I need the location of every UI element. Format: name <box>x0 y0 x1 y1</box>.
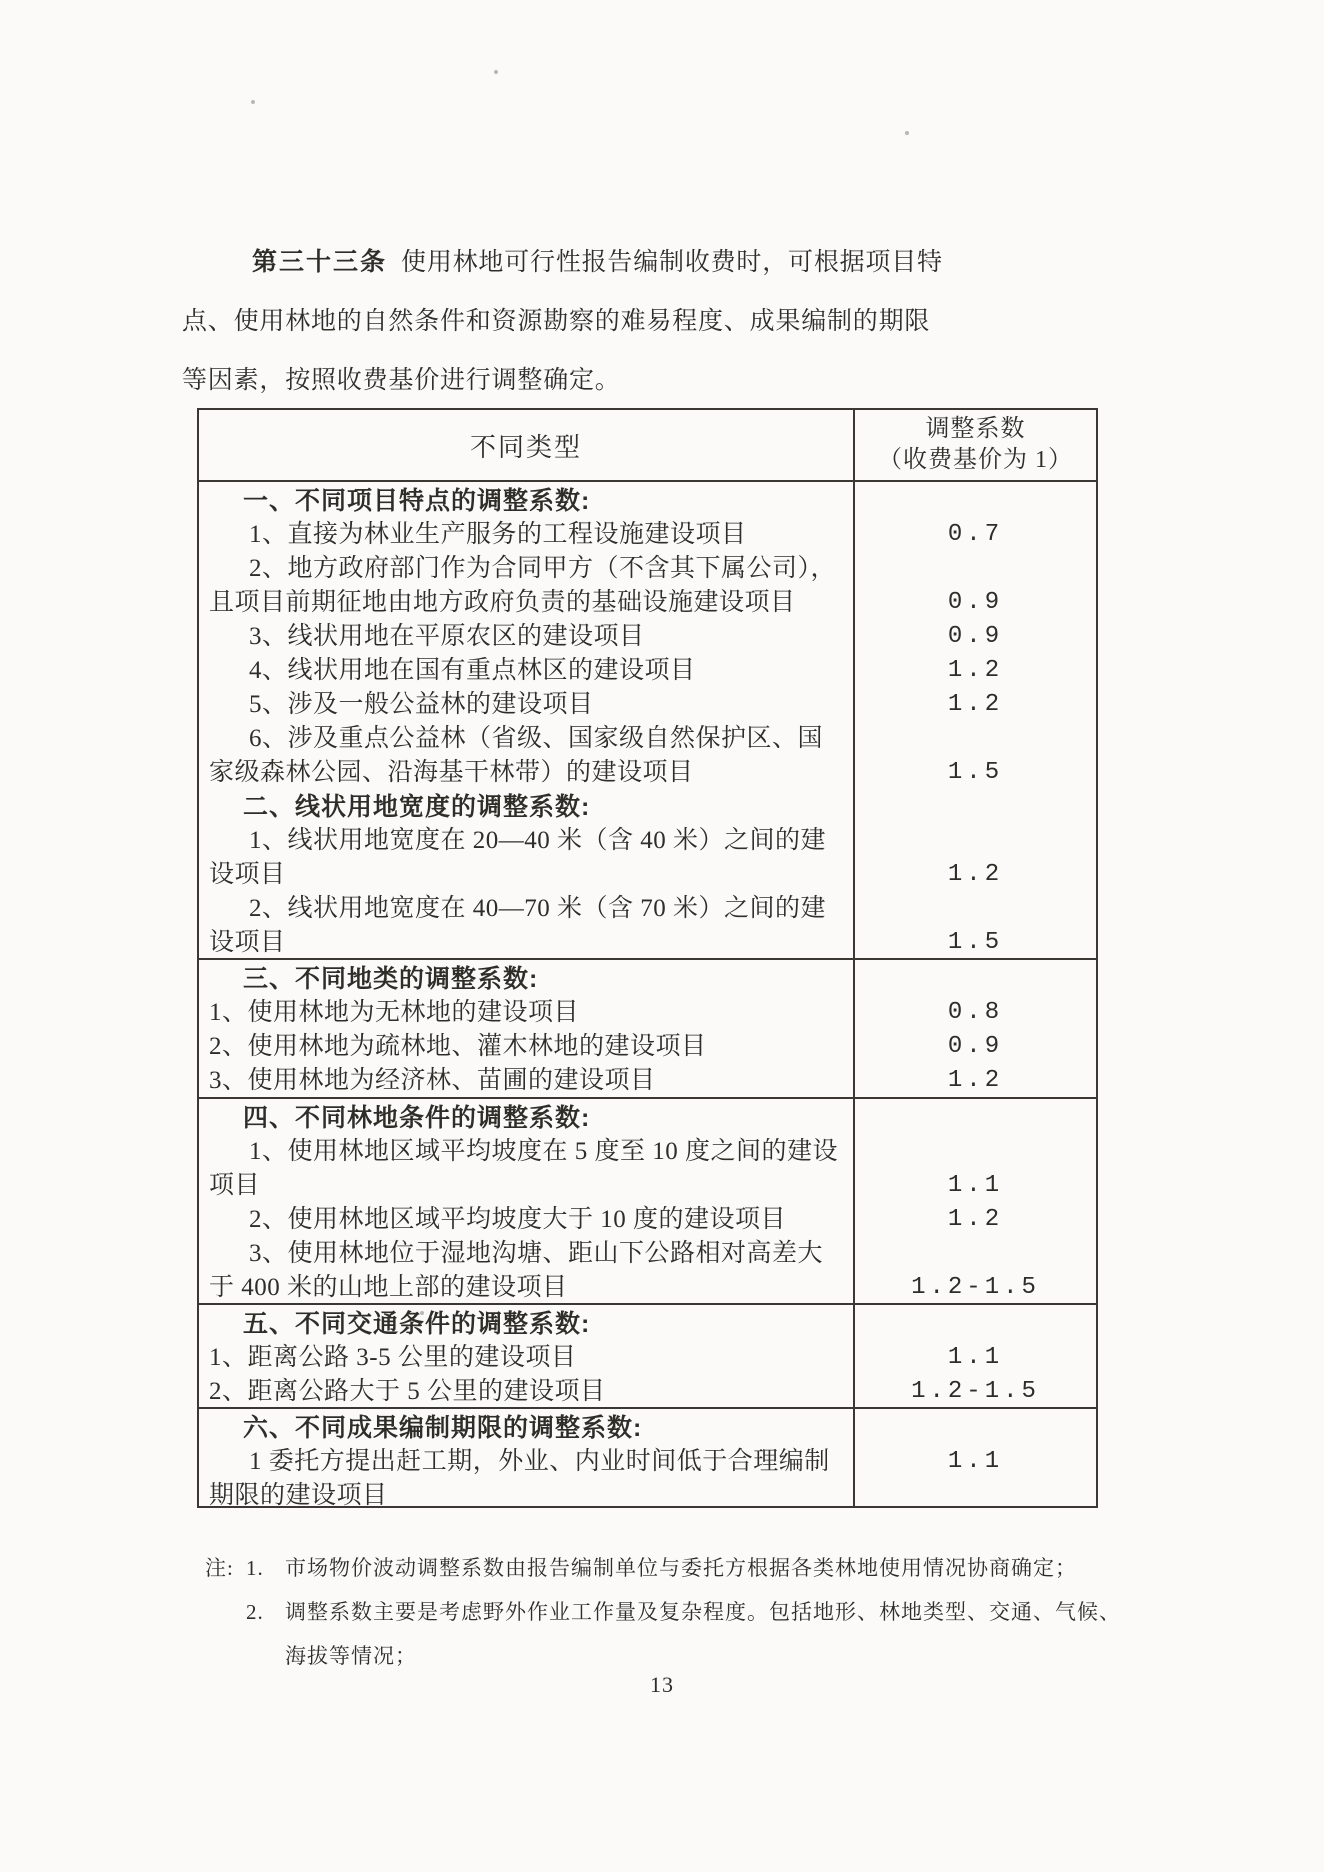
paragraph-line-1 <box>182 233 943 292</box>
coefficient-value <box>855 1101 1096 1135</box>
note-item-2 <box>246 1590 1121 1678</box>
table-section-forest-condition <box>199 1097 1096 1303</box>
type-cell <box>199 1305 853 1407</box>
paragraph-line-2: 点、使用林地的自然条件和资源勘察的难易程度、成果编制的期限 <box>182 308 931 335</box>
coefficient-value <box>855 722 1096 756</box>
paragraph-line-3: 等因素，按照收费基价进行调整确定。 <box>182 367 621 394</box>
table-section-projects-and-width <box>199 482 1096 958</box>
coefficient-value <box>855 962 1096 996</box>
coefficient-header-line-2: （收费基价为 1） <box>878 447 1073 473</box>
table-line: 1、距离公路 3-5 公里的建设项目 <box>209 1344 577 1371</box>
type-cell <box>199 1409 853 1506</box>
table-line: 3、使用林地位于湿地沟塘、距山下公路相对高差大 <box>249 1240 824 1267</box>
table-line: 2、距离公路大于 5 公里的建设项目 <box>209 1378 606 1405</box>
coefficient-header-line-1: 调整系数 <box>925 416 1026 442</box>
coefficient-value <box>855 1237 1096 1271</box>
coefficient-value <box>855 1479 1096 1506</box>
article-number: 第三十三条 <box>252 248 388 276</box>
coefficient-value: 1.2 <box>947 657 1004 684</box>
note-text: 调整系数主要是考虑野外作业工作量及复杂程度。包括地形、林地类型、交通、气候、 <box>285 1600 1121 1624</box>
table-line: 4、线状用地在国有重点林区的建设项目 <box>249 657 696 684</box>
page-number: 13 <box>650 1672 674 1697</box>
table-line: 3、线状用地在平原农区的建设项目 <box>249 623 645 650</box>
scan-speck <box>251 100 255 104</box>
table-line: 1、使用林地为无林地的建设项目 <box>209 999 580 1026</box>
coefficient-value: 0.9 <box>947 1033 1004 1060</box>
note-text: 海拔等情况； <box>285 1644 417 1668</box>
note-text: 市场物价波动调整系数由报告编制单位与委托方根据各类林地使用情况协商确定； <box>285 1556 1077 1580</box>
scan-speck <box>494 70 498 74</box>
coefficient-cell <box>853 482 1096 958</box>
section-heading: 一、不同项目特点的调整系数: <box>243 487 591 515</box>
coefficient-value: 1.5 <box>947 759 1004 786</box>
table-line: 2、使用林地区域平均坡度大于 10 度的建设项目 <box>249 1206 787 1233</box>
section-heading: 四、不同林地条件的调整系数: <box>243 1104 591 1132</box>
table-line: 1、线状用地宽度在 20—40 米（含 40 米）之间的建 <box>249 827 827 854</box>
coefficient-value: 1.2 <box>947 1206 1004 1233</box>
note-marker: 2. <box>246 1600 264 1624</box>
type-cell <box>199 960 853 1097</box>
coefficient-value <box>855 1307 1096 1341</box>
coefficient-value: 1.2-1.5 <box>911 1274 1040 1301</box>
coefficient-value: 1.2 <box>947 691 1004 718</box>
table-line: 5、涉及一般公益林的建设项目 <box>249 691 594 718</box>
scan-speck <box>905 131 909 135</box>
table-line: 项目 <box>209 1172 261 1199</box>
table-line: 6、涉及重点公益林（省级、国家级自然保护区、国 <box>249 725 824 752</box>
table-line: 2、线状用地宽度在 40—70 米（含 70 米）之间的建 <box>249 895 827 922</box>
adjustment-coefficient-table <box>197 408 1098 1508</box>
coefficient-value: 0.8 <box>947 999 1004 1026</box>
table-line: 设项目 <box>209 861 286 888</box>
coefficient-value: 1.2-1.5 <box>911 1378 1040 1405</box>
coefficient-value: 1.5 <box>947 929 1004 956</box>
coefficient-value: 1.1 <box>947 1344 1004 1371</box>
type-cell <box>199 482 853 958</box>
note-item-1 <box>246 1546 1121 1590</box>
coefficient-value <box>855 790 1096 824</box>
table-line: 1 委托方提出赶工期，外业、内业时间低于合理编制 <box>249 1448 830 1475</box>
table-line: 家级森林公园、沿海基干林带）的建设项目 <box>209 759 694 786</box>
coefficient-value <box>855 1411 1096 1445</box>
section-heading: 二、线状用地宽度的调整系数: <box>243 793 591 821</box>
coefficient-value: 1.1 <box>947 1448 1004 1475</box>
coefficient-value: 1.2 <box>947 1067 1004 1094</box>
table-line: 3、使用林地为经济林、苗圃的建设项目 <box>209 1067 656 1094</box>
notes-label: 注: <box>205 1556 234 1580</box>
paragraph-line-1-text: 使用林地可行性报告编制收费时，可根据项目特 <box>401 249 943 276</box>
table-section-land-type <box>199 958 1096 1097</box>
table-line: 设项目 <box>209 929 286 956</box>
table-section-traffic-condition <box>199 1303 1096 1407</box>
table-line: 1、使用林地区域平均坡度在 5 度至 10 度之间的建设 <box>249 1138 839 1165</box>
coefficient-value <box>855 892 1096 926</box>
table-line: 期限的建设项目 <box>209 1482 388 1506</box>
coefficient-value: 0.9 <box>947 623 1004 650</box>
column-header-coefficient <box>853 410 1096 480</box>
section-heading: 三、不同地类的调整系数: <box>243 965 539 993</box>
table-line: 且项目前期征地由地方政府负责的基础设施建设项目 <box>209 589 796 616</box>
coefficient-value: 0.9 <box>947 589 1004 616</box>
table-header-row <box>199 410 1096 482</box>
coefficient-cell <box>853 1099 1096 1303</box>
section-heading: 五、不同交通条件的调整系数: <box>243 1310 591 1338</box>
article-paragraph <box>182 233 943 410</box>
coefficient-value <box>855 552 1096 586</box>
coefficient-value: 0.7 <box>947 521 1004 548</box>
table-line: 于 400 米的山地上部的建设项目 <box>209 1274 568 1301</box>
coefficient-cell <box>853 1409 1096 1506</box>
table-section-deadline <box>199 1407 1096 1506</box>
footnotes <box>205 1546 1121 1678</box>
coefficient-cell <box>853 1305 1096 1407</box>
section-heading: 六、不同成果编制期限的调整系数: <box>243 1414 643 1442</box>
note-marker: 1. <box>246 1556 264 1580</box>
coefficient-value <box>855 484 1096 518</box>
coefficient-value <box>855 824 1096 858</box>
type-cell <box>199 1099 853 1303</box>
coefficient-value: 1.1 <box>947 1172 1004 1199</box>
table-line: 1、直接为林业生产服务的工程设施建设项目 <box>249 521 747 548</box>
coefficient-value <box>855 1135 1096 1169</box>
coefficient-cell <box>853 960 1096 1097</box>
table-line: 2、使用林地为疏林地、灌木林地的建设项目 <box>209 1033 707 1060</box>
table-line: 2、地方政府部门作为合同甲方（不含其下属公司）， <box>249 555 837 582</box>
coefficient-value: 1.2 <box>947 861 1004 888</box>
column-header-type: 不同类型 <box>469 432 582 462</box>
